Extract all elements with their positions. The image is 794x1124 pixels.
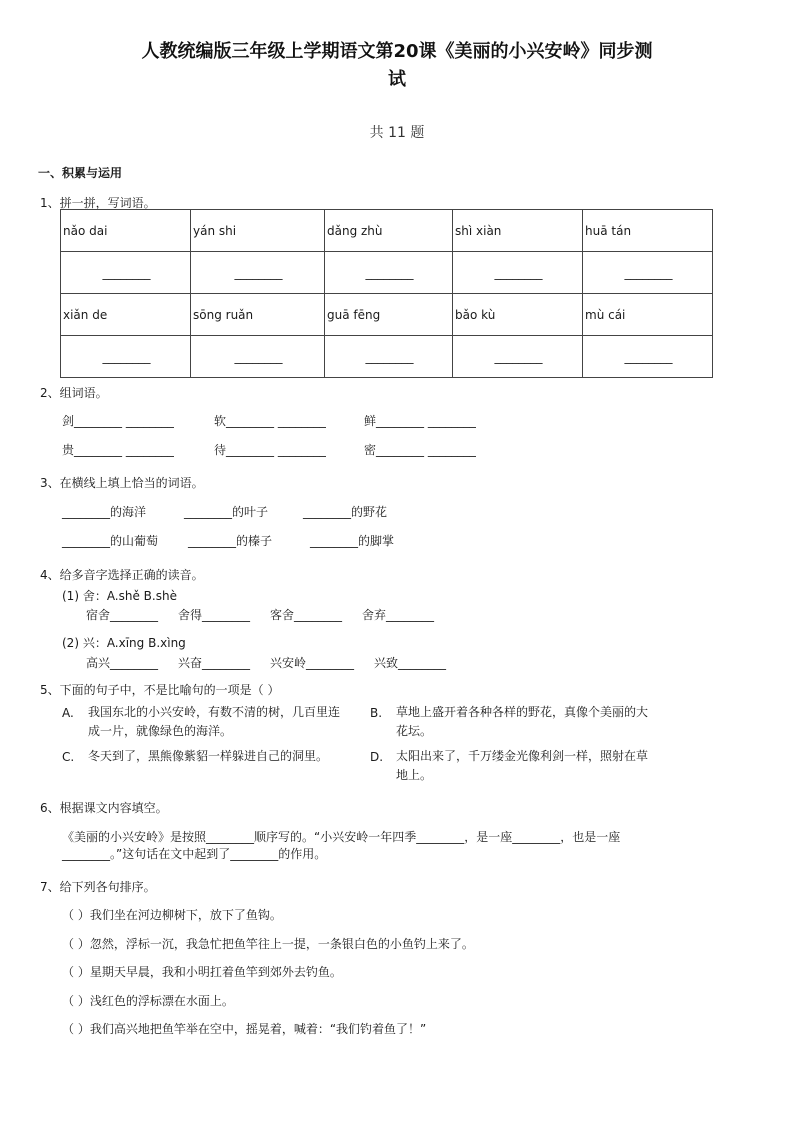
pinyin-table	[60, 209, 713, 378]
pinyin-cell: nǎo dai	[61, 210, 191, 252]
pinyin-cell: dǎng zhù	[325, 210, 453, 252]
option-c-text[interactable]: 冬天到了，黑熊像紫貂一样躲进自己的洞里。	[88, 749, 329, 763]
q6-line1[interactable]: 《美丽的小兴安岭》是按照________顺序写的。“小兴安岭一年四季________，是一座________，也是一座	[62, 830, 621, 844]
q4-stem: 4、给多音字选择正确的读音。	[40, 568, 204, 582]
pinyin-cell: xiǎn de	[61, 294, 191, 336]
q2-item[interactable]: 待________ ________	[214, 443, 326, 457]
q7-item[interactable]: （ ）我们高兴地把鱼竿举在空中，摇晃着，喊着：“我们钓着鱼了！”	[62, 1022, 427, 1036]
answer-blank: ________	[234, 265, 283, 280]
q4-part2-head: (2) 兴：A.xīng B.xìng	[62, 636, 186, 650]
option-label-a[interactable]: A.	[62, 706, 74, 720]
q3-item[interactable]: ________的海洋	[62, 505, 147, 519]
q2-stem: 2、组词语。	[40, 386, 108, 400]
document-title	[100, 38, 694, 94]
question-count: 共 11 题	[369, 125, 425, 141]
title-line-2: 试	[388, 69, 406, 90]
q6-line2[interactable]: ________。”这句话在文中起到了________的作用。	[62, 847, 327, 861]
answer-cell[interactable]	[61, 336, 191, 378]
q4-item[interactable]: 兴致________	[374, 656, 447, 670]
pinyin-cell: mù cái	[583, 294, 713, 336]
answer-cell[interactable]	[61, 252, 191, 294]
pinyin-cell: guā fēng	[325, 294, 453, 336]
q5-stem: 5、下面的句子中，不是比喻句的一项是（ ）	[40, 683, 280, 697]
answer-cell[interactable]	[583, 252, 713, 294]
q7-item[interactable]: （ ）我们坐在河边柳树下，放下了鱼钩。	[62, 908, 282, 922]
q7-stem: 7、给下列各句排序。	[40, 880, 156, 894]
q4-item[interactable]: 客舍________	[270, 608, 343, 622]
pinyin-cell: shì xiàn	[453, 210, 583, 252]
pinyin-cell: bǎo kù	[453, 294, 583, 336]
answer-cell[interactable]	[191, 336, 325, 378]
pinyin-row	[61, 294, 713, 336]
option-a-text[interactable]: 我国东北的小兴安岭，有数不清的树，几百里连成一片，就像绿色的海洋。	[88, 705, 341, 738]
q3-item[interactable]: ________的榛子	[188, 534, 273, 548]
q6-stem: 6、根据课文内容填空。	[40, 801, 168, 815]
pinyin-cell: yán shi	[191, 210, 325, 252]
answer-row	[61, 252, 713, 294]
q2-item[interactable]: 剑________ ________	[62, 414, 174, 428]
q2-item[interactable]: 密________ ________	[364, 443, 476, 457]
q7-item[interactable]: （ ）忽然，浮标一沉，我急忙把鱼竿往上一提，一条银白色的小鱼钓上来了。	[62, 937, 474, 951]
answer-cell[interactable]	[325, 336, 453, 378]
q2-item[interactable]: 鲜________ ________	[364, 414, 476, 428]
q4-item[interactable]: 兴奋________	[178, 656, 251, 670]
answer-blank: ________	[624, 265, 673, 280]
answer-blank: ________	[624, 349, 673, 364]
q3-stem: 3、在横线上填上恰当的词语。	[40, 476, 204, 490]
answer-cell[interactable]	[453, 252, 583, 294]
answer-row	[61, 336, 713, 378]
answer-blank: ________	[365, 265, 414, 280]
answer-blank: ________	[494, 349, 543, 364]
answer-cell[interactable]	[325, 252, 453, 294]
option-b-text[interactable]: 草地上盛开着各种各样的野花，真像个美丽的大花坛。	[396, 705, 649, 738]
pinyin-cell: huā tán	[583, 210, 713, 252]
option-d-text[interactable]: 太阳出来了，千万缕金光像利剑一样，照射在草地上。	[396, 749, 649, 782]
title-line-1: 人教统编版三年级上学期语文第20课《美丽的小兴安岭》同步测	[141, 41, 653, 62]
answer-blank: ________	[102, 265, 151, 280]
answer-blank: ________	[102, 349, 151, 364]
answer-blank: ________	[365, 349, 414, 364]
answer-cell[interactable]	[191, 252, 325, 294]
q4-item[interactable]: 高兴________	[86, 656, 159, 670]
answer-blank: ________	[494, 265, 543, 280]
answer-blank: ________	[234, 349, 283, 364]
pinyin-row	[61, 210, 713, 252]
q7-item[interactable]: （ ）浅红色的浮标漂在水面上。	[62, 994, 234, 1008]
q3-item[interactable]: ________的叶子	[184, 505, 269, 519]
answer-cell[interactable]	[453, 336, 583, 378]
q2-item[interactable]: 贵________ ________	[62, 443, 174, 457]
q2-item[interactable]: 软________ ________	[214, 414, 326, 428]
q4-item[interactable]: 舍弃________	[362, 608, 435, 622]
option-label-d[interactable]: D.	[370, 750, 384, 764]
pinyin-cell: sōng ruǎn	[191, 294, 325, 336]
q4-item[interactable]: 兴安岭________	[270, 656, 355, 670]
q4-item[interactable]: 宿舍________	[86, 608, 159, 622]
q3-item[interactable]: ________的山葡萄	[62, 534, 159, 548]
q3-item[interactable]: ________的野花	[303, 505, 388, 519]
q4-item[interactable]: 舍得________	[178, 608, 251, 622]
option-label-b[interactable]: B.	[370, 706, 383, 720]
q7-item[interactable]: （ ）星期天早晨，我和小明扛着鱼竿到郊外去钓鱼。	[62, 965, 342, 979]
option-label-c[interactable]: C.	[62, 750, 75, 764]
q4-part1-head: (1) 舍：A.shě B.shè	[62, 589, 177, 603]
section-title: 一、积累与运用	[38, 166, 123, 180]
answer-cell[interactable]	[583, 336, 713, 378]
q3-item[interactable]: ________的脚掌	[310, 534, 395, 548]
q1-stem: 1、拼一拼，写词语。	[40, 196, 156, 210]
